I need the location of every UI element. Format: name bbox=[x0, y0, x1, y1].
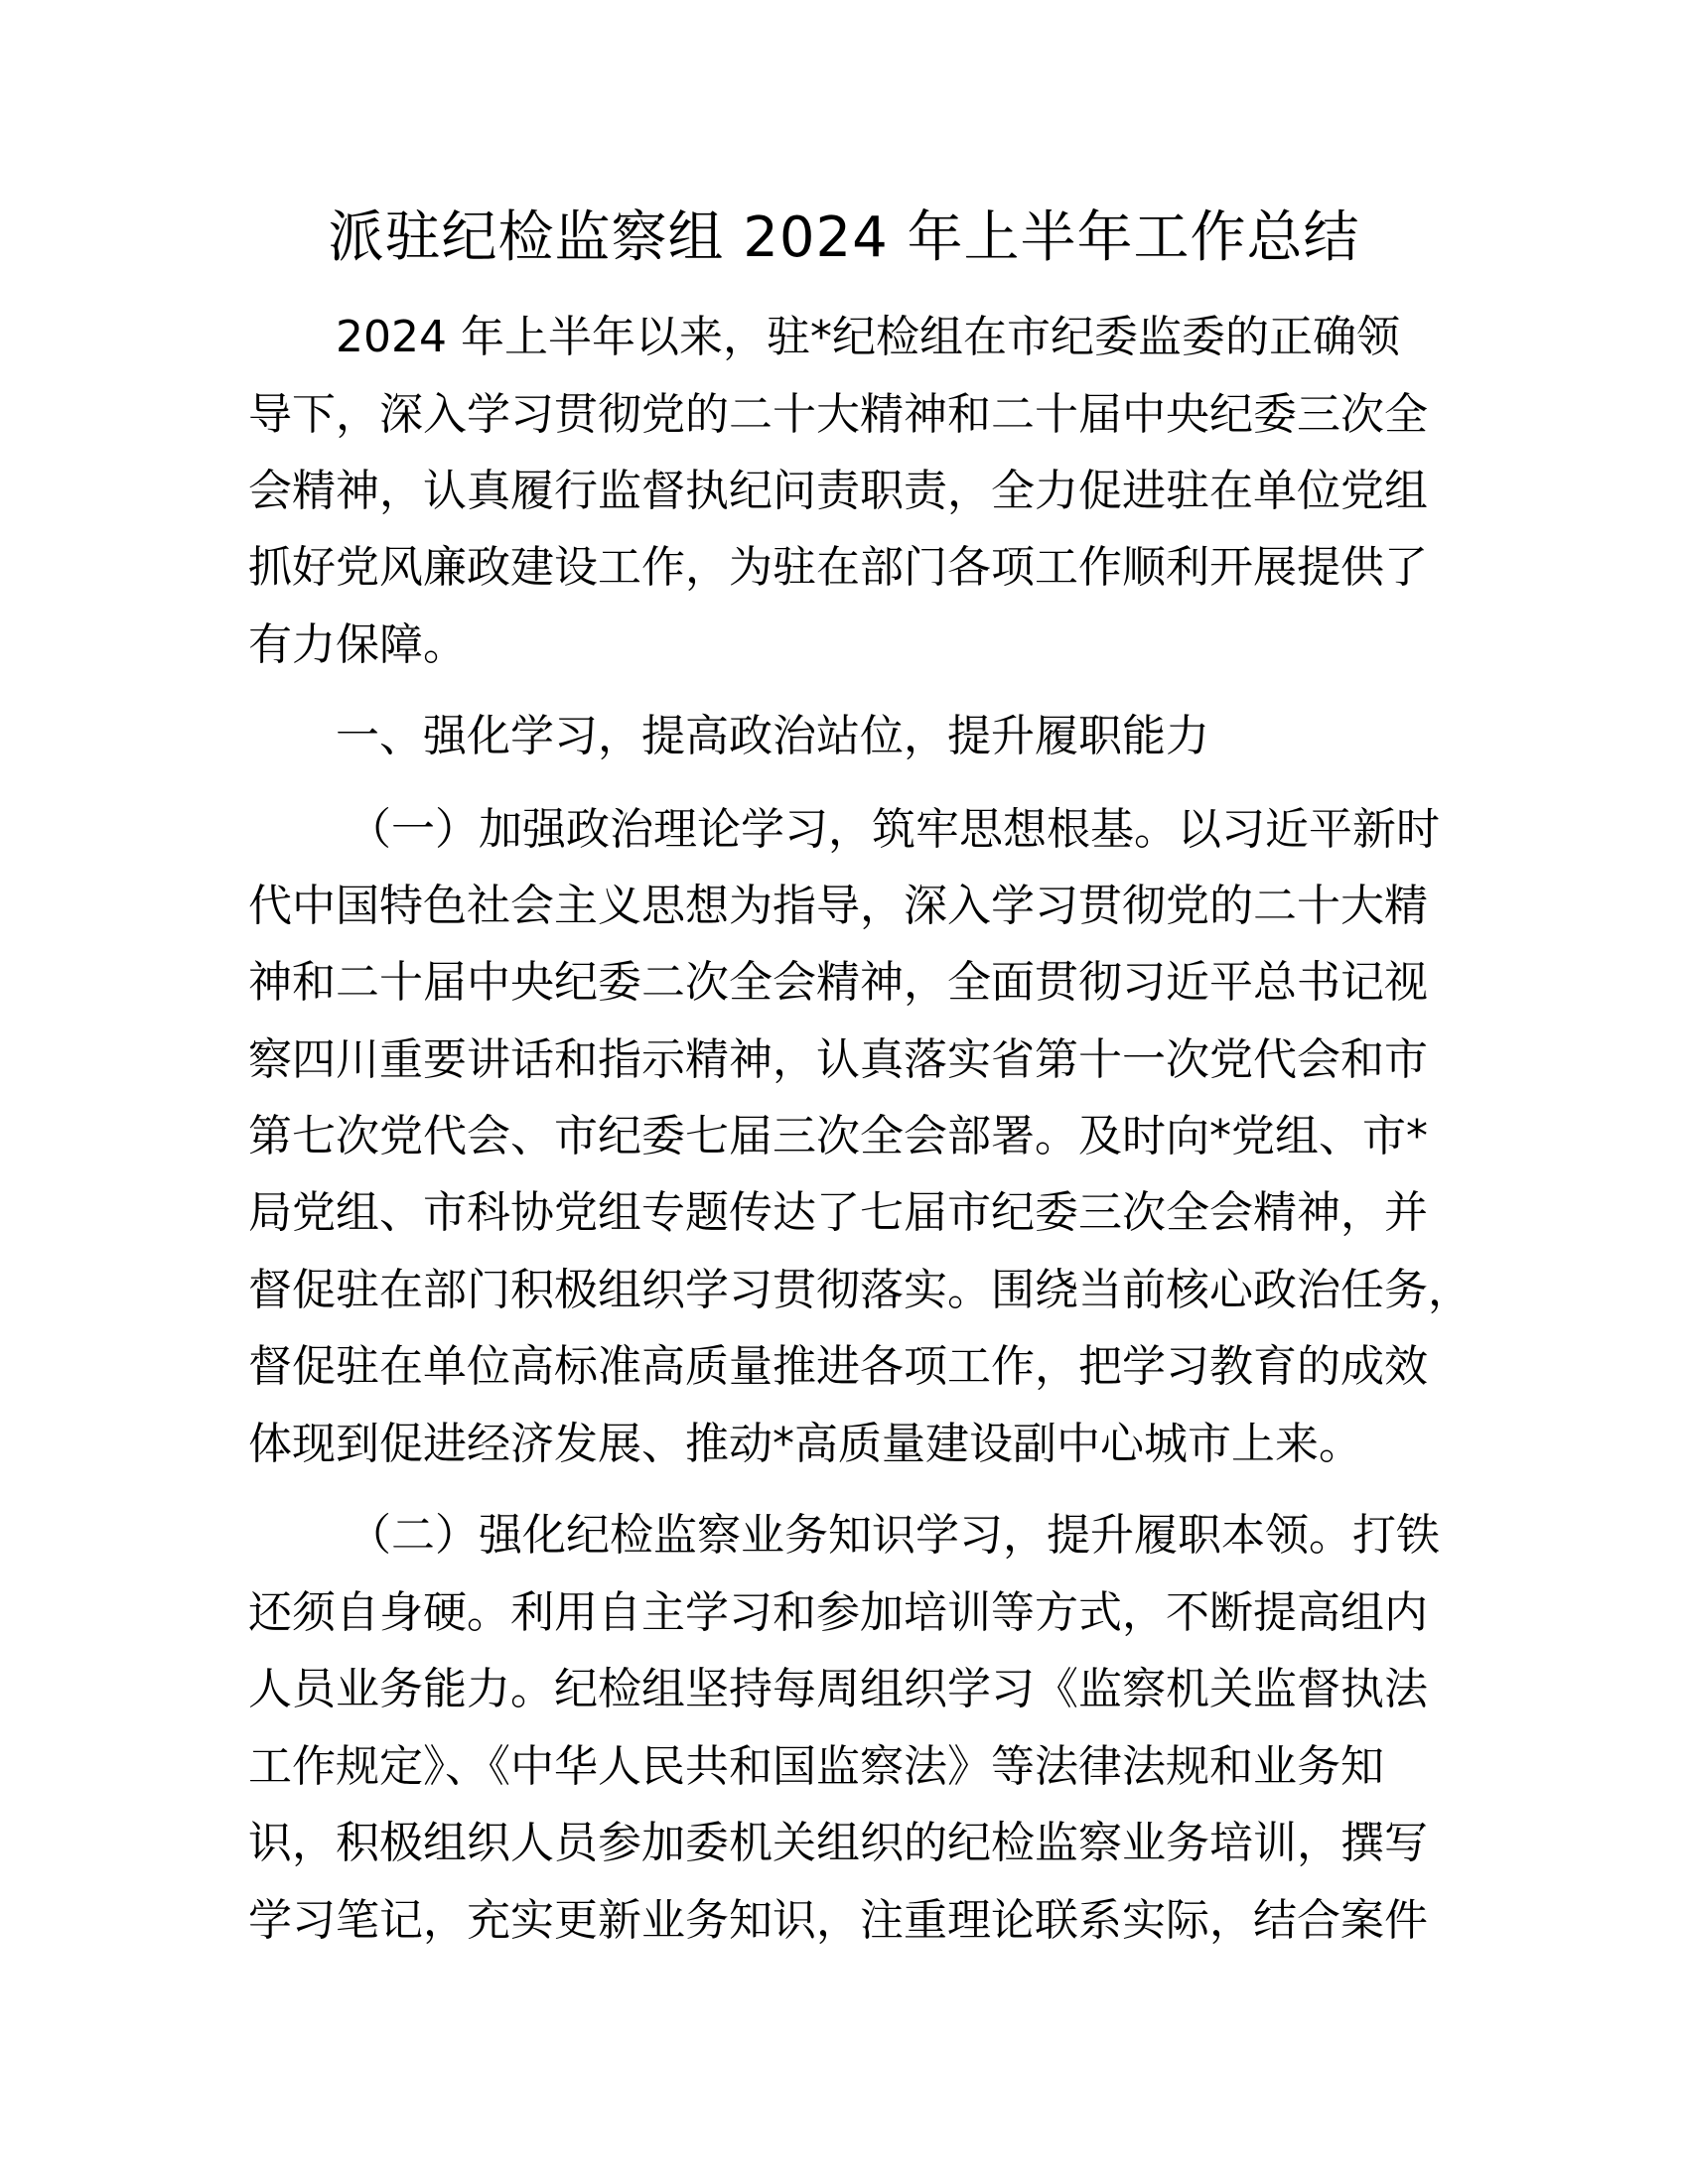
paragraph-3-line-3: 人员业务能力。纪检组坚持每周组织学习《监察机关监督执法 bbox=[248, 1664, 1428, 1714]
paragraph-3-line-5: 识，积极组织人员参加委机关组织的纪检监察业务培训，撰写 bbox=[248, 1818, 1428, 1868]
paragraph-2-line-4: 察四川重要讲话和指示精神，认真落实省第十一次党代会和市 bbox=[248, 1034, 1428, 1085]
paragraph-1-line-1: 2024 年上半年以来，驻*纪检组在市纪委监委的正确领 bbox=[336, 312, 1400, 362]
paragraph-3-line-2: 还须自身硬。利用自主学习和参加培训等方式，不断提高组内 bbox=[248, 1587, 1428, 1638]
paragraph-2-line-8: 督促驻在单位高标准高质量推进各项工作，把学习教育的成效 bbox=[248, 1341, 1428, 1392]
paragraph-2-line-5: 第七次党代会、市纪委七届三次全会部署。及时向*党组、市* bbox=[248, 1111, 1428, 1161]
paragraph-1-line-5: 有力保障。 bbox=[248, 619, 467, 670]
paragraph-3-line-6: 学习笔记，充实更新业务知识，注重理论联系实际，结合案件 bbox=[248, 1895, 1428, 1946]
paragraph-2-line-7: 督促驻在部门积极组织学习贯彻落实。围绕当前核心政治任务， bbox=[248, 1265, 1472, 1315]
document-title: 派驻纪检监察组 2024 年上半年工作总结 bbox=[328, 205, 1360, 270]
paragraph-1-line-4: 抓好党风廉政建设工作，为驻在部门各项工作顺利开展提供了 bbox=[248, 542, 1428, 593]
paragraph-2-line-3: 神和二十届中央纪委二次全会精神，全面贯彻习近平总书记视 bbox=[248, 957, 1428, 1008]
paragraph-1-line-2: 导下，深入学习贯彻党的二十大精神和二十届中央纪委三次全 bbox=[248, 389, 1428, 440]
paragraph-2-line-1: （一）加强政治理论学习，筑牢思想根基。以习近平新时 bbox=[348, 804, 1440, 855]
paragraph-2-line-9: 体现到促进经济发展、推动*高质量建设副中心城市上来。 bbox=[248, 1419, 1362, 1469]
paragraph-1-line-3: 会精神，认真履行监督执纪问责职责，全力促进驻在单位党组 bbox=[248, 466, 1428, 516]
paragraph-3-line-1: （二）强化纪检监察业务知识学习，提升履职本领。打铁 bbox=[348, 1510, 1440, 1561]
paragraph-2-line-2: 代中国特色社会主义思想为指导，深入学习贯彻党的二十大精 bbox=[248, 881, 1428, 931]
paragraph-3-line-4: 工作规定》、《中华人民共和国监察法》等法律法规和业务知 bbox=[248, 1741, 1384, 1792]
section-heading-1: 一、强化学习，提高政治站位，提升履职能力 bbox=[336, 711, 1209, 761]
paragraph-2-line-6: 局党组、市科协党组专题传达了七届市纪委三次全会精神，并 bbox=[248, 1187, 1428, 1238]
